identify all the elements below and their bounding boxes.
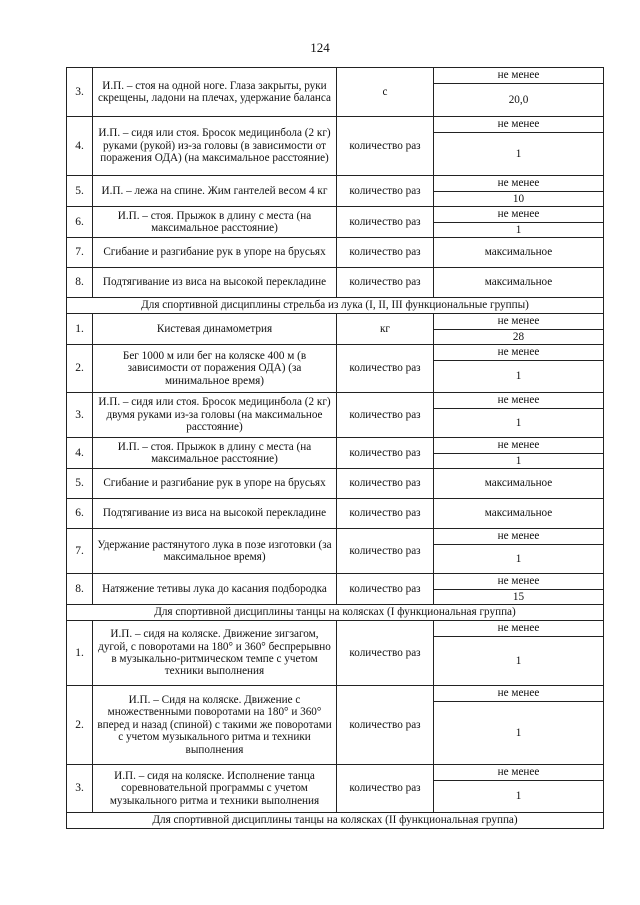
section-title: Для спортивной дисциплины танцы на колясках (II функциональная группа): [67, 813, 604, 829]
measurement-unit: количество раз: [337, 529, 434, 574]
requirement-label: не менее: [434, 117, 603, 133]
exercise-description: И.П. – сидя на коляске. Движение зигзагом, дугой, с поворотами на 180° и 360° беспрерывно в музыкально-ритмическом темпе с учетом техники выполнения: [93, 621, 337, 686]
standard-requirement: [434, 314, 604, 345]
table-row: [67, 765, 604, 813]
requirement-value: 1: [515, 655, 522, 667]
row-number: 2.: [67, 686, 93, 765]
requirement-label: не менее: [434, 529, 603, 545]
requirement-value: максимальное: [484, 246, 553, 259]
measurement-unit: количество раз: [337, 438, 434, 469]
requirement-value: 15: [512, 591, 525, 603]
requirement-label: не менее: [434, 686, 603, 702]
standard-requirement: [434, 393, 604, 438]
section-header-row: [67, 298, 604, 314]
exercise-description: Натяжение тетивы лука до касания подбородка: [93, 574, 337, 605]
exercise-description: Подтягивание из виса на высокой перекладине: [93, 268, 337, 298]
requirement-label: не менее: [434, 345, 603, 361]
requirement-label: не менее: [434, 314, 603, 330]
requirement-value: 1: [515, 148, 522, 160]
requirement-value: 1: [515, 455, 522, 467]
standards-table: [66, 67, 604, 829]
requirement-value: максимальное: [484, 477, 553, 490]
requirement-label: не менее: [434, 621, 603, 637]
row-number: 4.: [67, 117, 93, 176]
table-row: [67, 176, 604, 207]
exercise-description: И.П. – стоя. Прыжок в длину с места (на максимальное расстояние): [93, 438, 337, 469]
measurement-unit: с: [337, 68, 434, 117]
table-row: [67, 574, 604, 605]
standard-requirement: [434, 765, 604, 813]
requirement-value: 1: [515, 417, 522, 429]
standard-requirement: [434, 68, 604, 117]
table-row: [67, 207, 604, 238]
standard-requirement: [434, 207, 604, 238]
row-number: 1.: [67, 621, 93, 686]
measurement-unit: количество раз: [337, 207, 434, 238]
row-number: 7.: [67, 238, 93, 268]
exercise-description: И.П. – сидя на коляске. Исполнение танца соревновательной программы с учетом музыкального ритма и техники выполнения: [93, 765, 337, 813]
exercise-description: Кистевая динамометрия: [93, 314, 337, 345]
standard-requirement: [434, 345, 604, 393]
table-row: [67, 68, 604, 117]
requirement-value: 1: [515, 553, 522, 565]
measurement-unit: количество раз: [337, 621, 434, 686]
measurement-unit: количество раз: [337, 176, 434, 207]
exercise-description: И.П. – стоя на одной ноге. Глаза закрыты, руки скрещены, ладони на плечах, удержание баланса: [93, 68, 337, 117]
page-number: 124: [310, 40, 330, 55]
row-number: 3.: [67, 765, 93, 813]
requirement-label: не менее: [434, 393, 603, 409]
measurement-unit: количество раз: [337, 574, 434, 605]
exercise-description: И.П. – сидя или стоя. Бросок медицинбола (2 кг) двумя руками из-за головы (на максимальное расстояние): [93, 393, 337, 438]
measurement-unit: количество раз: [337, 393, 434, 438]
section-header-row: [67, 813, 604, 829]
exercise-description: Сгибание и разгибание рук в упоре на брусьях: [93, 469, 337, 499]
measurement-unit: количество раз: [337, 117, 434, 176]
table-row: [67, 393, 604, 438]
table-row: [67, 268, 604, 298]
standard-requirement: [434, 176, 604, 207]
exercise-description: И.П. – Сидя на коляске. Движение с множественными поворотами на 180° и 360° вперед и назад (спиной) с такими же поворотами с учетом музыкального ритма и техники выполнения: [93, 686, 337, 765]
measurement-unit: количество раз: [337, 238, 434, 268]
standard-requirement: [434, 438, 604, 469]
table-row: [67, 499, 604, 529]
requirement-label: не менее: [434, 207, 603, 223]
measurement-unit: количество раз: [337, 469, 434, 499]
table-row: [67, 238, 604, 268]
measurement-unit: количество раз: [337, 268, 434, 298]
row-number: 5.: [67, 176, 93, 207]
exercise-description: И.П. – стоя. Прыжок в длину с места (на максимальное расстояние): [93, 207, 337, 238]
requirement-value: 1: [515, 224, 522, 236]
row-number: 6.: [67, 207, 93, 238]
standard-requirement: [434, 238, 604, 268]
table-row: [67, 529, 604, 574]
exercise-description: Подтягивание из виса на высокой перекладине: [93, 499, 337, 529]
row-number: 3.: [67, 393, 93, 438]
table-row: [67, 314, 604, 345]
measurement-unit: количество раз: [337, 686, 434, 765]
standard-requirement: [434, 529, 604, 574]
measurement-unit: кг: [337, 314, 434, 345]
row-number: 8.: [67, 268, 93, 298]
standards-table-body: [67, 68, 604, 829]
requirement-label: не менее: [434, 438, 603, 454]
measurement-unit: количество раз: [337, 499, 434, 529]
measurement-unit: количество раз: [337, 345, 434, 393]
standard-requirement: [434, 499, 604, 529]
row-number: 2.: [67, 345, 93, 393]
row-number: 1.: [67, 314, 93, 345]
exercise-description: И.П. – лежа на спине. Жим гантелей весом 4 кг: [93, 176, 337, 207]
standard-requirement: [434, 469, 604, 499]
requirement-label: не менее: [434, 68, 603, 84]
exercise-description: И.П. – сидя или стоя. Бросок медицинбола (2 кг) руками (рукой) из-за головы (в зависимости от поражения ОДА) (на максимальное расстояние): [93, 117, 337, 176]
row-number: 6.: [67, 499, 93, 529]
requirement-value: 20,0: [508, 94, 529, 106]
measurement-unit: количество раз: [337, 765, 434, 813]
requirement-value: максимальное: [484, 276, 553, 289]
requirement-value: 1: [515, 370, 522, 382]
standard-requirement: [434, 268, 604, 298]
standard-requirement: [434, 574, 604, 605]
table-row: [67, 438, 604, 469]
exercise-description: Бег 1000 м или бег на коляске 400 м (в зависимости от поражения ОДА) (за минимальное время): [93, 345, 337, 393]
row-number: 5.: [67, 469, 93, 499]
requirement-value: максимальное: [484, 507, 553, 520]
table-row: [67, 117, 604, 176]
table-row: [67, 686, 604, 765]
requirement-value: 10: [512, 193, 525, 205]
section-header-row: [67, 605, 604, 621]
row-number: 8.: [67, 574, 93, 605]
section-title: Для спортивной дисциплины стрельба из лука (I, II, III функциональные группы): [67, 298, 604, 314]
row-number: 7.: [67, 529, 93, 574]
requirement-label: не менее: [434, 765, 603, 781]
standard-requirement: [434, 621, 604, 686]
requirement-label: не менее: [434, 176, 603, 192]
requirement-value: 28: [512, 331, 525, 343]
table-row: [67, 469, 604, 499]
requirement-label: не менее: [434, 574, 603, 590]
requirement-value: 1: [515, 727, 522, 739]
requirement-value: 1: [515, 790, 522, 802]
standard-requirement: [434, 117, 604, 176]
exercise-description: Удержание растянутого лука в позе изготовки (за максимальное время): [93, 529, 337, 574]
standard-requirement: [434, 686, 604, 765]
table-row: [67, 621, 604, 686]
row-number: 3.: [67, 68, 93, 117]
exercise-description: Сгибание и разгибание рук в упоре на брусьях: [93, 238, 337, 268]
table-row: [67, 345, 604, 393]
row-number: 4.: [67, 438, 93, 469]
section-title: Для спортивной дисциплины танцы на колясках (I функциональная группа): [67, 605, 604, 621]
